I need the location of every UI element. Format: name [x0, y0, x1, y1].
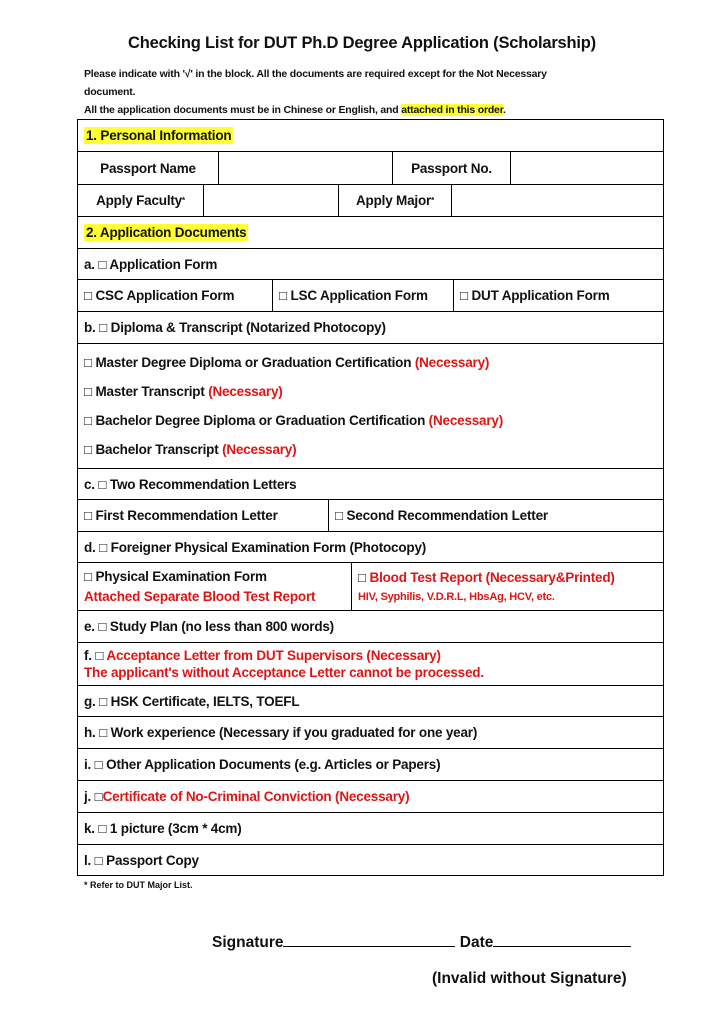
item-c-checkbox[interactable]: c. □ Two Recommendation Letters: [84, 476, 297, 492]
diploma-items-list: [78, 344, 663, 468]
apply-row: [78, 184, 663, 216]
instruction-line-1: Please indicate with '√' in the block. All the documents are required except for the Not Necessary: [84, 68, 547, 80]
item-l-row: [78, 844, 663, 875]
application-forms-row: [78, 279, 663, 311]
first-recommendation-checkbox[interactable]: □ First Recommendation Letter: [84, 508, 278, 523]
apply-major-field[interactable]: [451, 185, 663, 216]
master-transcript-checkbox[interactable]: □ Master Transcript (Necessary): [84, 384, 283, 399]
footnote: * Refer to DUT Major List.: [84, 880, 193, 890]
page-title: Checking List for DUT Ph.D Degree Application (Scholarship): [128, 34, 596, 52]
item-f-cell: [78, 643, 663, 685]
item-d-checkbox[interactable]: d. □ Foreigner Physical Examination Form (Photocopy): [84, 539, 427, 555]
apply-faculty-label: Apply Faculty *: [96, 193, 185, 208]
passport-no-field[interactable]: [510, 152, 663, 184]
item-h-row: [78, 716, 663, 748]
second-recommendation-checkbox[interactable]: □ Second Recommendation Letter: [328, 500, 663, 531]
item-h-checkbox[interactable]: h. □ Work experience (Necessary if you graduated for one year): [84, 725, 478, 740]
item-a-row: [78, 248, 663, 279]
item-f-note: The applicant's without Acceptance Letter cannot be processed.: [84, 665, 484, 680]
physical-exam-note: Attached Separate Blood Test Report: [84, 588, 316, 604]
physical-exam-row: [78, 562, 663, 610]
passport-row: [78, 151, 663, 184]
item-k-row: [78, 812, 663, 844]
item-j-row: [78, 780, 663, 812]
item-e-checkbox[interactable]: e. □ Study Plan (no less than 800 words): [84, 619, 334, 634]
physical-exam-cell: [78, 563, 351, 610]
apply-faculty-field[interactable]: [203, 185, 338, 216]
item-a-checkbox[interactable]: a. □ Application Form: [84, 256, 218, 272]
item-e-row: [78, 610, 663, 642]
section2-heading-row: [78, 216, 663, 248]
invalid-note: (Invalid without Signature): [432, 970, 627, 987]
master-diploma-checkbox[interactable]: □ Master Degree Diploma or Graduation Certification (Necessary): [84, 355, 490, 370]
section2-heading: 2. Application Documents: [86, 225, 247, 240]
signature-line: [212, 932, 631, 952]
instruction-prefix: All the application documents must be in Chinese or English, and: [84, 104, 402, 116]
item-b-checkbox[interactable]: b. □ Diploma & Transcript (Notarized Photocopy): [84, 320, 386, 335]
date-label: Date: [459, 934, 494, 951]
passport-name-label: Passport Name: [100, 160, 196, 176]
item-f-checkbox[interactable]: f. □ Acceptance Letter from DUT Supervisors (Necessary): [84, 648, 441, 663]
item-g-checkbox[interactable]: g. □ HSK Certificate, IELTS, TOEFL: [84, 693, 300, 709]
item-f-row: [78, 642, 663, 685]
blood-test-cell: [351, 563, 663, 610]
blood-test-checkbox[interactable]: □ Blood Test Report (Necessary&Printed): [358, 570, 615, 585]
item-i-checkbox[interactable]: i. □ Other Application Documents (e.g. Articles or Papers): [84, 757, 441, 772]
item-g-row: [78, 685, 663, 716]
item-b-row: [78, 311, 663, 343]
passport-name-field[interactable]: [218, 152, 392, 184]
item-j-checkbox[interactable]: j. □ Certificate of No-Criminal Conviction (Necessary): [84, 789, 410, 804]
bachelor-transcript-checkbox[interactable]: □ Bachelor Transcript (Necessary): [84, 442, 297, 457]
csc-form-checkbox[interactable]: □ CSC Application Form: [84, 288, 235, 303]
signature-field[interactable]: [283, 932, 455, 947]
instruction-line-3: [84, 104, 506, 116]
item-c-row: [78, 468, 663, 499]
signature-label: Signature: [212, 934, 284, 951]
item-d-row: [78, 531, 663, 562]
diploma-items-row: [78, 343, 663, 468]
item-k-checkbox[interactable]: k. □ 1 picture (3cm * 4cm): [84, 821, 242, 836]
item-i-row: [78, 748, 663, 780]
instruction-suffix: .: [503, 104, 506, 116]
physical-exam-checkbox[interactable]: □ Physical Examination Form: [84, 569, 267, 585]
section1-heading-row: [78, 120, 663, 151]
section1-heading: 1. Personal Information: [86, 128, 232, 143]
instruction-highlight: attached in this order: [401, 104, 504, 116]
lsc-form-checkbox[interactable]: □ LSC Application Form: [272, 280, 453, 311]
bachelor-diploma-checkbox[interactable]: □ Bachelor Degree Diploma or Graduation Certification (Necessary): [84, 413, 504, 428]
date-field[interactable]: [493, 932, 631, 947]
apply-major-label: Apply Major *: [338, 185, 451, 216]
blood-test-note: HIV, Syphilis, V.D.R.L, HbsAg, HCV, etc.: [358, 591, 555, 603]
item-l-checkbox[interactable]: l. □ Passport Copy: [84, 852, 199, 868]
dut-form-checkbox[interactable]: □ DUT Application Form: [453, 280, 663, 311]
recommendation-row: [78, 499, 663, 531]
instruction-line-2: document.: [84, 86, 136, 98]
passport-no-label: Passport No.: [392, 152, 510, 184]
checklist-form: [77, 119, 664, 876]
